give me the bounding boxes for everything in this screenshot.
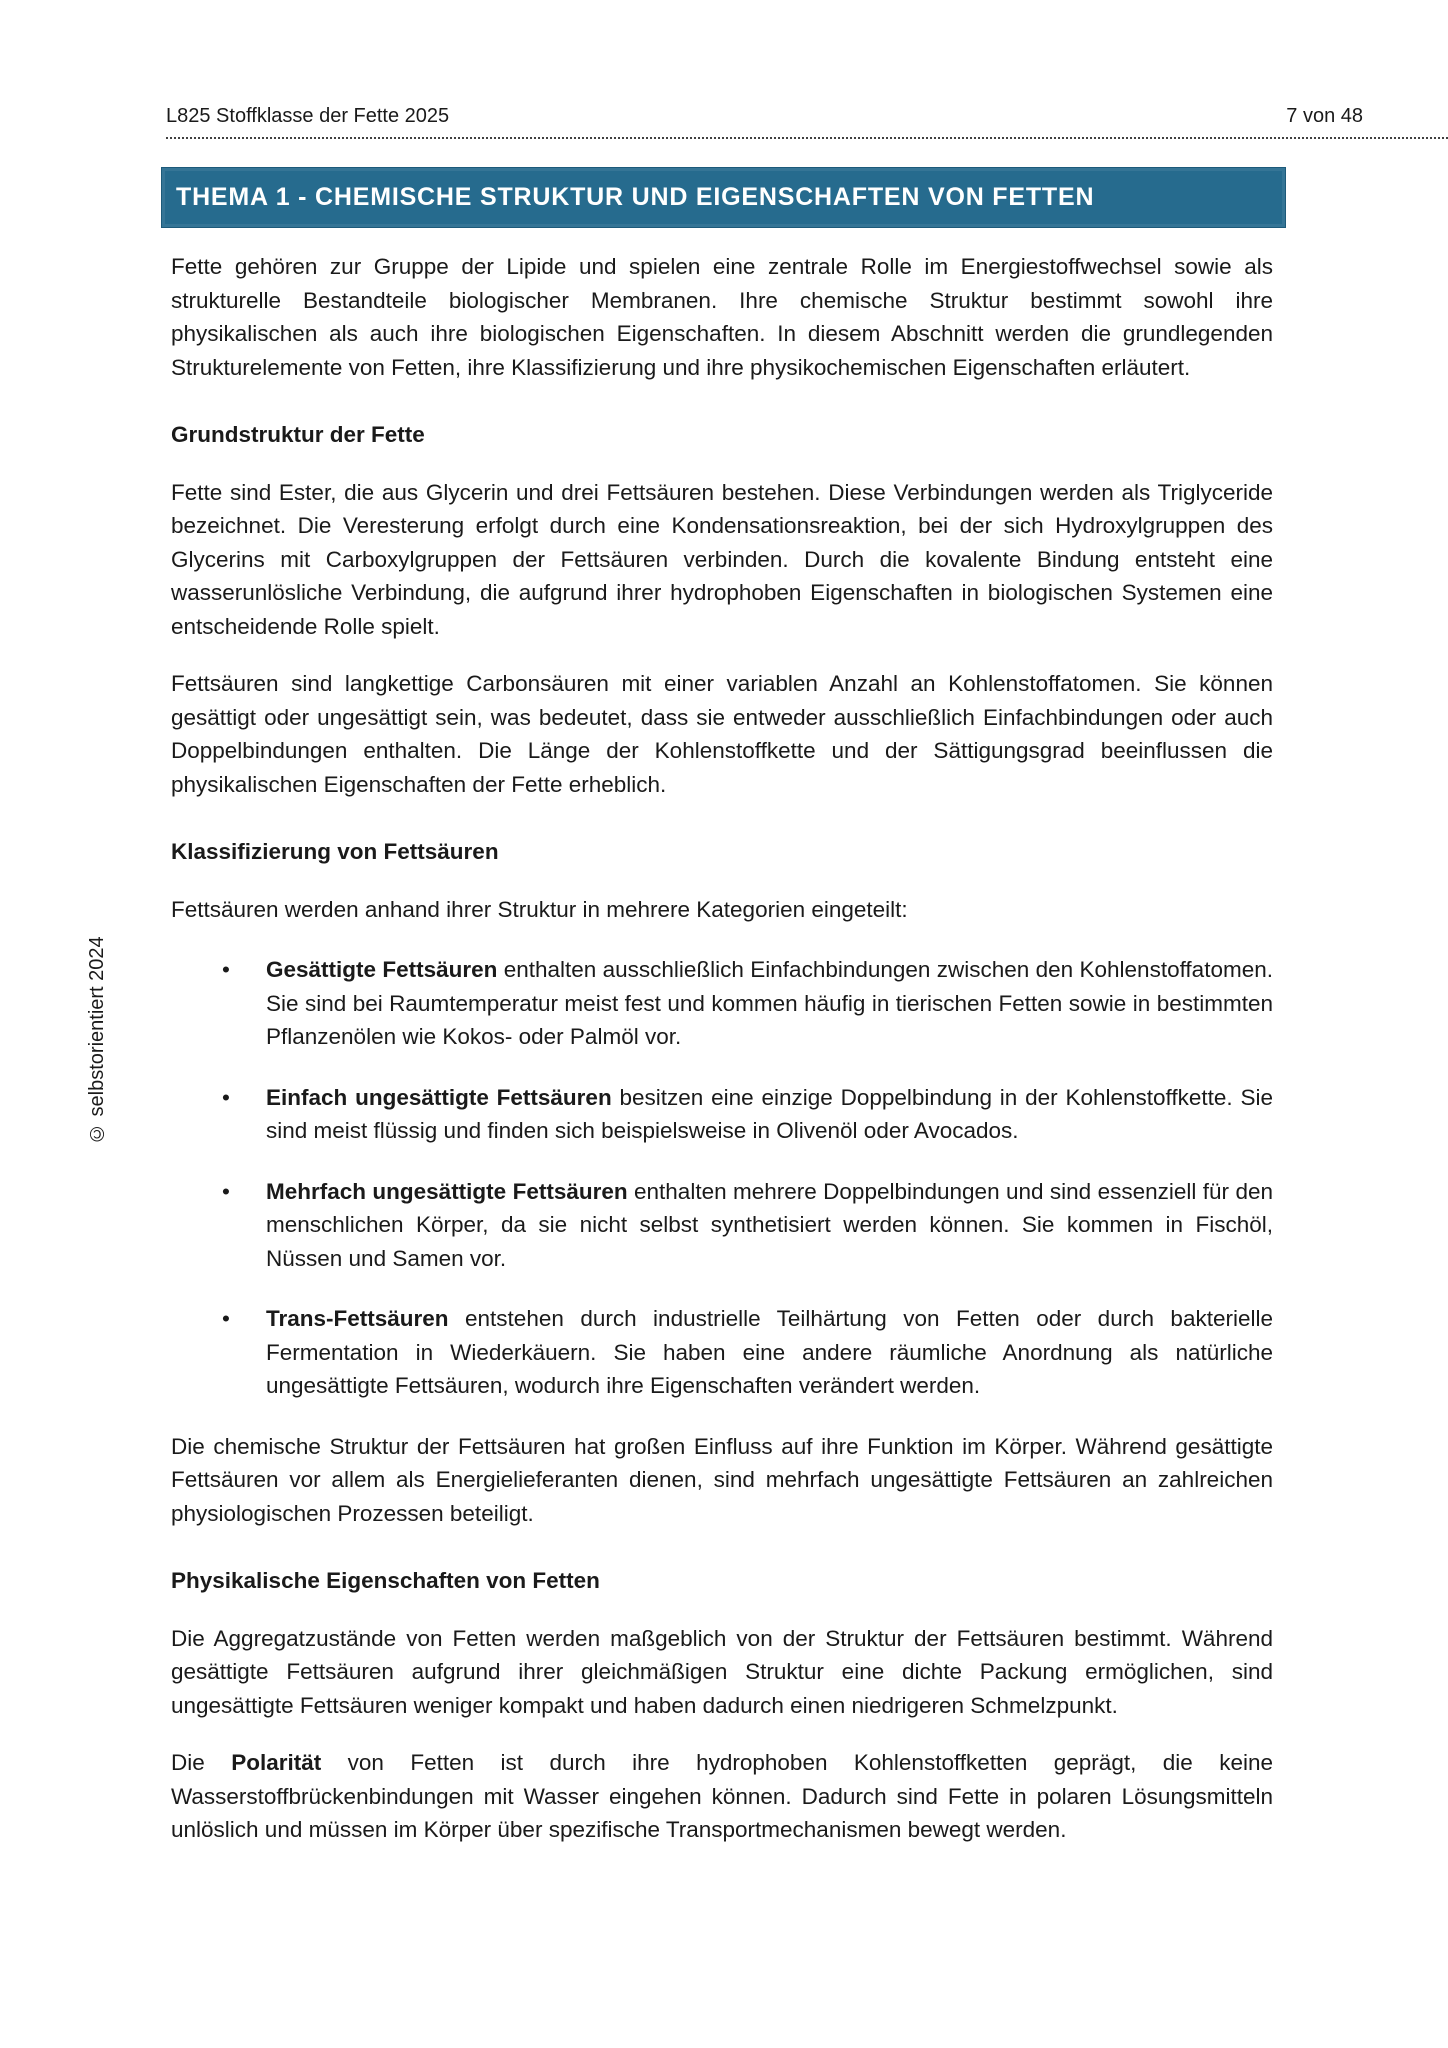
theme-title: THEMA 1 - CHEMISCHE STRUKTUR UND EIGENSCHAFTEN VON FETTEN	[176, 183, 1095, 211]
fatty-acid-bullet-list	[171, 953, 1273, 1403]
paragraph-text: Die	[171, 1750, 232, 1775]
grundstruktur-paragraph-2: Fettsäuren sind langkettige Carbonsäuren mit einer variablen Anzahl an Kohlenstoffatomen. Sie können gesättigt oder ungesättigt sein, was bedeutet, dass sie entweder ausschließlich Einfachbindungen oder auch Doppelbindungen enthalten. Die Länge der Kohlenstoffkette und der Sättigungsgrad beeinflussen die physikalischen Eigenschaften der Fette erheblich.	[171, 671, 1273, 797]
physikalisch-paragraph-1: Die Aggregatzustände von Fetten werden maßgeblich von der Struktur der Fettsäuren bestimmt. Während gesättigte Fettsäuren aufgrund ihrer gleichmäßigen Struktur eine dichte Packung ermöglichen, sind ungesättigte Fettsäuren weniger kompakt und haben dadurch einen niedrigeren Schmelzpunkt.	[171, 1625, 1273, 1718]
document-body	[171, 250, 1273, 1871]
paragraph-text: von Fetten ist durch ihre hydrophoben Kohlenstoffketten geprägt, die keine Wasserstoffbrückenbindungen mit Wasser eingehen können. Dadurch sind Fette in polaren Lösungsmitteln unlöslich und müssen im Körper über spezifische Transportmechanismen bewegt werden.	[171, 1750, 1273, 1842]
list-item	[171, 1175, 1273, 1276]
intro-paragraph: Fette gehören zur Gruppe der Lipide und spielen eine zentrale Rolle im Energiestoffwechsel sowie als strukturelle Bestandteile biologischer Membranen. Ihre chemische Struktur bestimmt sowohl ihre physikalischen als auch ihre biologischen Eigenschaften. In diesem Abschnitt werden die grundlegenden Strukturelemente von Fetten, ihre Klassifizierung und ihre physikochemischen Eigenschaften erläutert.	[171, 254, 1273, 380]
list-item	[171, 1081, 1273, 1148]
physikalisch-paragraph-2	[171, 1746, 1273, 1847]
klassifizierung-lead-paragraph: Fettsäuren werden anhand ihrer Struktur in mehrere Kategorien eingeteilt:	[171, 896, 908, 922]
grundstruktur-paragraph-1: Fette sind Ester, die aus Glycerin und drei Fettsäuren bestehen. Diese Verbindungen werden als Triglyceride bezeichnet. Die Veresterung erfolgt durch eine Kondensationsreaktion, bei der sich Hydroxylgruppen des Glycerins mit Carboxylgruppen der Fettsäuren verbinden. Durch die kovalente Bindung entsteht eine wasserunlösliche Verbindung, die aufgrund ihrer hydrophoben Eigenschaften in biologischen Systemen eine entscheidende Rolle spielt.	[171, 479, 1273, 639]
section-heading-physikalisch: Physikalische Eigenschaften von Fetten	[171, 1568, 600, 1593]
bullet-text: entstehen durch industrielle Teilhärtung von Fetten oder durch bakterielle Fermentation in Wiederkäuern. Sie haben eine andere räumliche Anordnung als natürliche ungesättigte Fettsäuren, wodurch ihre Eigenschaften verändert werden.	[266, 1306, 1273, 1398]
page-header	[166, 104, 1448, 139]
bullet-term: Mehrfach ungesättigte Fettsäuren	[266, 1178, 628, 1204]
copyright-vertical-label: © selbstorientiert 2024	[86, 936, 108, 1144]
bold-term-polaritaet: Polarität	[231, 1750, 322, 1775]
section-heading-grundstruktur: Grundstruktur der Fette	[171, 422, 425, 447]
klassifizierung-outro-paragraph: Die chemische Struktur der Fettsäuren hat großen Einfluss auf ihre Funktion im Körper. Während gesättigte Fettsäuren vor allem als Energielieferanten dienen, sind mehrfach ungesättigte Fettsäuren an zahlreichen physiologischen Prozessen beteiligt.	[171, 1433, 1273, 1526]
section-heading-klassifizierung: Klassifizierung von Fettsäuren	[171, 839, 499, 864]
bullet-term: Einfach ungesättigte Fettsäuren	[266, 1084, 612, 1110]
list-item	[171, 1302, 1273, 1403]
bullet-term: Gesättigte Fettsäuren	[266, 957, 498, 982]
header-page-indicator: 7 von 48	[1286, 105, 1363, 127]
theme-title-bar	[161, 167, 1286, 228]
bullet-term: Trans-Fettsäuren	[266, 1306, 449, 1331]
header-document-title: L825 Stoffklasse der Fette 2025	[166, 105, 450, 127]
bullet-text: enthalten mehrere Doppelbindungen und sind essenziell für den menschlichen Körper, da sie nicht selbst synthetisiert werden können. Sie kommen in Fischöl, Nüssen und Samen vor.	[266, 1178, 1273, 1271]
bullet-text: enthalten ausschließlich Einfachbindungen zwischen den Kohlenstoffatomen. Sie sind bei Raumtemperatur meist fest und kommen häufig in tierischen Fetten sowie in bestimmten Pflanzenölen wie Kokos- oder Palmöl vor.	[266, 957, 1273, 1049]
bullet-text: besitzen eine einzige Doppelbindung in der Kohlenstoffkette. Sie sind meist flüssig und finden sich beispielsweise in Olivenöl oder Avocados.	[266, 1084, 1273, 1143]
list-item	[171, 953, 1273, 1054]
